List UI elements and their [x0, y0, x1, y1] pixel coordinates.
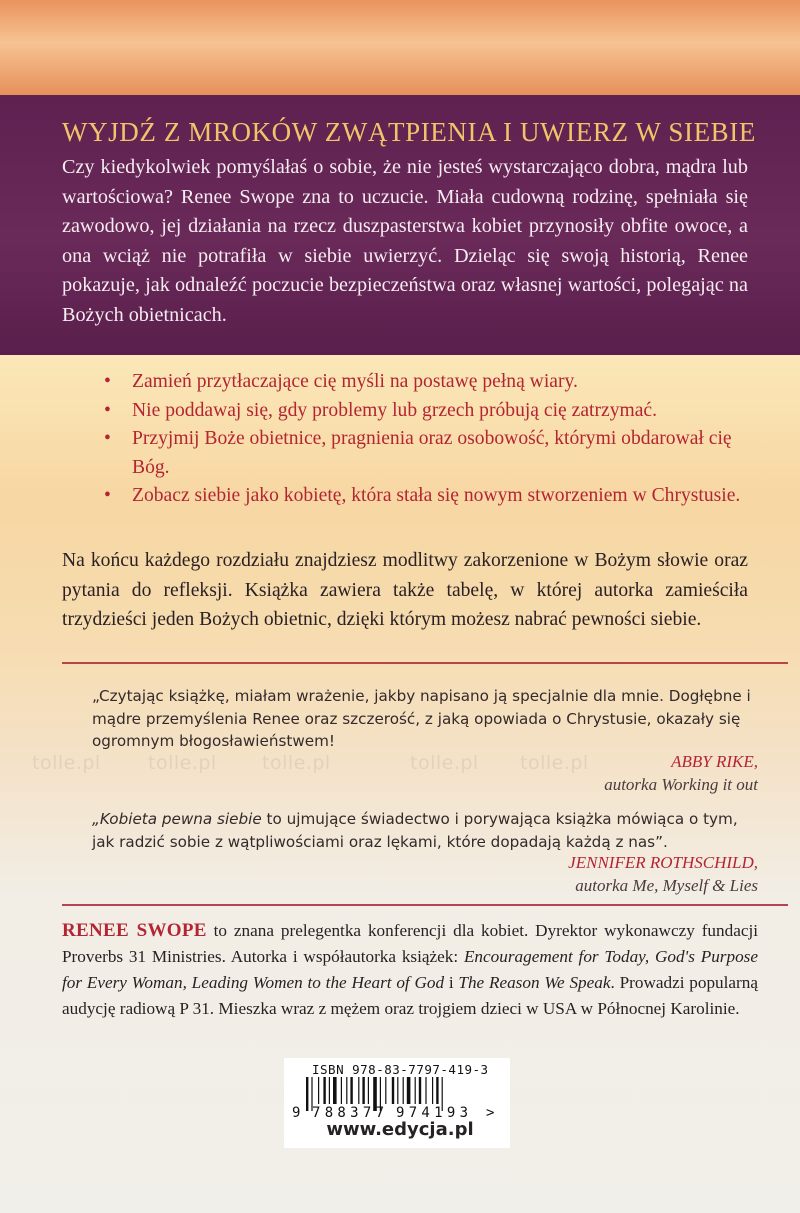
- headline: WYJDŹ Z MROKÓW ZWĄTPIENIA I UWIERZ W SIEBIE: [62, 117, 756, 147]
- barcode-bar: [358, 1077, 359, 1104]
- barcode-bar: [415, 1077, 416, 1104]
- quote-author: ABBY RIKE,: [671, 752, 758, 771]
- author-name: RENEE SWOPE: [62, 920, 207, 941]
- barcode-bar: [407, 1077, 411, 1104]
- barcode-bar: [306, 1077, 308, 1111]
- barcode-bar: [397, 1077, 398, 1104]
- barcode-bar: [419, 1077, 421, 1104]
- watermark: tolle.pl: [410, 752, 479, 774]
- author-bio: RENEE SWOPE to znana prelegentka konferencji dla kobiet. Dyrektor wykonawczy fundacji Proverbs 31 Ministries. Autorka i współautorka książek: Encouragement for Today, God's Purpose for Every Woman, Leading Women to the Heart of God i The Reason We Speak. Prowadzi popularną audycję radiową P 31. Mieszka wraz z mężem oraz trojgiem dzieci w USA w Północnej Karolinie.: [62, 920, 759, 1018]
- top-gradient-band: [0, 0, 800, 95]
- quoted-book-title: „Kobieta pewna siebie: [92, 810, 262, 828]
- divider: [62, 904, 788, 906]
- bullet-icon: •: [104, 428, 111, 450]
- barcode-left-digits: 788377: [312, 1105, 384, 1119]
- bullet-icon: •: [104, 371, 111, 392]
- barcode-bar: [368, 1077, 369, 1104]
- barcode-bar: [392, 1077, 394, 1104]
- testimonial-quote: „Czytając książkę, miałam wrażenie, jakby napisano ją specjalnie dla mnie. Dogłębne i mądre przemyślenia Renee oraz szczerość, z jaką opowiada o Chrystusie, okazały się ogromnym błogosławieństwem!: [92, 687, 751, 750]
- barcode-bar: [432, 1077, 433, 1104]
- bullet-icon: •: [104, 485, 111, 507]
- watermark: tolle.pl: [520, 752, 589, 774]
- barcode-bar: [318, 1077, 319, 1104]
- barcode-bar: [350, 1077, 352, 1104]
- testimonial-quote: „Kobieta pewna siebie to ujmujące świadectwo i porywająca książka mówiąca o tym, jak radzić sobie z wątpliwościami oraz lękami, które dopadają każdą z nas”.: [92, 810, 738, 851]
- barcode-bar: [362, 1077, 364, 1104]
- testimonial-attribution: [604, 751, 758, 796]
- isbn-label: ISBN 978-83-7797-419-3: [312, 1062, 489, 1077]
- list-item: • Nie poddawaj się, gdy problemy lub grzech próbują cię zatrzymać.: [104, 397, 744, 426]
- barcode-bar: [341, 1077, 342, 1104]
- quote-author-role: autorka Working it out: [604, 774, 758, 794]
- list-item: • Zobacz siebie jako kobietę, która stała się nowym stworzeniem w Chrystusie.: [104, 482, 744, 511]
- watermark: tolle.pl: [262, 752, 331, 774]
- barcode-bar: [346, 1077, 347, 1104]
- quote-author: JENNIFER ROTHSCHILD,: [568, 853, 758, 872]
- barcode-bar: [425, 1077, 426, 1104]
- barcode-bar: [323, 1077, 325, 1104]
- quote-author-role: autorka Me, Myself & Lies: [575, 875, 758, 895]
- barcode-bar: [333, 1077, 337, 1104]
- summary-paragraph: Na końcu każdego rozdziału znajdziesz modlitwy zakorzenione w Bożym słowie oraz pytania do refleksji. Książka zawiera także tabelę, w której autorka zamieściła trzydzieści jeden Bożych obietnic, dzięki którym możesz nabrać pewności siebie.: [62, 550, 748, 630]
- watermark: tolle.pl: [32, 752, 101, 774]
- testimonial-attribution: [568, 852, 758, 897]
- benefit-list: [104, 368, 744, 511]
- watermark: tolle.pl: [148, 752, 217, 774]
- barcode-icon: [290, 1077, 506, 1119]
- intro-paragraph: Czy kiedykolwiek pomyślałaś o sobie, że nie jesteś wystarczająco dobra, mądra lub wartościowa? Renee Swope zna to uczucie. Miała cudowną rodzinę, spełniała się zawodowo, jej działania na rzecz duszpasterstwa kobiet przynosiły obfite owoce, a ona wciąż nie potrafiła w siebie uwierzyć. Dzieląc się swoją historią, Renee pokazuje, jak odnaleźć poczucie bezpieczeństwa oraz własnej wartości, polegając na Bożych obietnicach.: [62, 156, 748, 326]
- divider: [62, 662, 788, 664]
- barcode-right-digits: 974193: [396, 1105, 468, 1119]
- barcode-bar: [403, 1077, 404, 1104]
- barcode-bar: [329, 1077, 330, 1104]
- list-item: • Przyjmij Boże obietnice, pragnienia oraz osobowość, którymi obdarował cię Bóg.: [104, 425, 744, 482]
- bullet-icon: •: [104, 399, 111, 421]
- barcode-bar: [436, 1077, 438, 1104]
- barcode-bar: [385, 1077, 386, 1104]
- list-item: • Zamień przytłaczające cię myśli na postawę pełną wiary.: [104, 368, 744, 397]
- barcode-trail-mark: >: [486, 1105, 495, 1119]
- barcode-lead-digit: 9: [292, 1105, 301, 1119]
- publisher-website: www.edycja.pl: [326, 1119, 474, 1140]
